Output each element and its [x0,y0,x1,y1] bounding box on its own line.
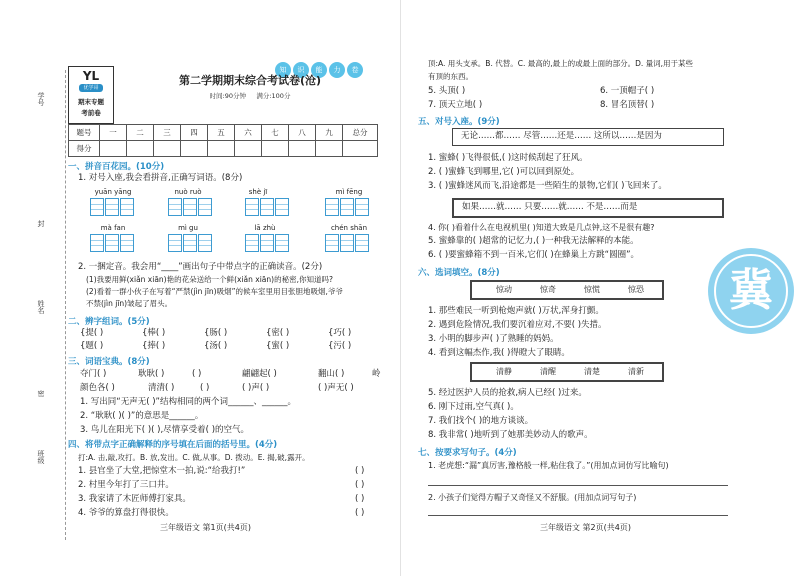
side-label-secret: 密 [37,390,45,397]
writing-grid[interactable] [245,198,290,216]
score-table-score-row [69,141,378,157]
q1-instruction: 1. 对号入座,我会看拼音,正确写词语。(8分) [78,173,243,183]
score-info: 满分:100分 [256,92,291,100]
idiom-fill: ( ) [192,369,202,379]
writing-grid[interactable] [168,234,213,252]
q2-sentence-1: (1)我要用鲜(xiǎn xiān)艳的花朵送给一个鲜(xiǎn xiān)的秘密,你知道吗? [86,275,333,284]
score-input-cell[interactable] [343,141,378,157]
top-definition-1: 顶:A. 用头支承。B. 代替。C. 最高的,最上的或最上面的部分。D. 量词,用于某些 [428,59,694,68]
word-choice: 惊动 [496,285,512,294]
score-header-cell: 八 [289,125,316,141]
char-pair-top: {肠( ) [204,328,228,338]
s5-item: 4. 你( )看着什么在电视机里( )知道大致是几点钟,这不是很有趣? [428,223,655,232]
word-choice: 惊奇 [540,285,556,294]
answer-line[interactable] [428,515,728,516]
exam-title: 第二学期期末综合考试卷(沧) [178,74,322,87]
badge: 识 [293,62,309,78]
section-7-title: 七、按要求写句子。(4分) [418,448,517,458]
s4-definitions: 打:A. 击,敲,攻打。B. 放,发出。C. 做,从事。D. 拨动。E. 揭,破,露开。 [78,453,310,462]
pinyin-label: lā zhù [254,224,276,232]
word-choice: 惊恐 [628,285,644,294]
score-input-cell[interactable] [154,141,181,157]
s5-item: 2. ( )蜜蜂飞到哪里,它( )可以回到原处。 [428,167,580,177]
s4-item: 2. 村里今年打了三口井。 [78,480,174,490]
province-seal [708,248,794,334]
s5-item: 5. 蜜蜂靠的( )超常的记忆力,( )一种我无法解释的本能。 [428,236,639,246]
pinyin-label: mà fan [100,224,126,232]
char-pair-top: {巧( ) [328,328,352,338]
s6-item: 8. 我非常( )地听到了她那美妙动人的歌声。 [428,430,593,440]
pinyin-label: chén shān [330,224,368,232]
score-header-cell: 六 [235,125,262,141]
pinyin-label: nuò ruò [174,188,202,196]
score-header-cell: 题号 [69,125,100,141]
word-choice: 清醒 [540,367,556,376]
right-page-footer: 三年级语文 第2页(共4页) [540,523,631,532]
s4-item: 4. 爷爷的算盘打得很快。 [78,508,174,518]
s4-item: 1. 县官坐了大堂,把惊堂木一拍,说:“给我打!” [78,466,246,476]
left-page-footer: 三年级语文 第1页(共4页) [160,523,251,532]
pinyin-label: shè jī [248,188,268,196]
badge: 知 [275,62,291,78]
s6-item: 3. 小明的脚步声( )了熟睡的妈妈。 [428,334,559,344]
page-fold-divider [400,0,401,576]
answer-paren[interactable]: ( ) [355,494,365,504]
char-pair-bottom: {蜜( ) [266,341,290,351]
score-input-cell[interactable] [208,141,235,157]
publisher-logo [68,66,114,124]
s3-question-2: 2. “耿耿( )( )”的意思是______。 [80,411,204,421]
s6-item: 1. 那些难民一听到枪炮声就( )万状,浑身打颤。 [428,306,604,316]
s7-question-2: 2. 小孩子们觉得方帽子又奇怪又不舒服。(用加点词写句子) [428,493,637,502]
score-input-cell[interactable] [181,141,208,157]
idiom-fill: 清清( ) [148,383,175,393]
section-3-title: 三、词语宝典。(8分) [68,357,150,367]
side-label-class: 班级 [37,450,45,464]
writing-grid[interactable] [90,198,135,216]
word-box-1 [470,280,664,300]
conjunction-box-1-text: 无论……都…… 尽管……还是…… 这所以……是因为 [461,131,662,141]
section-5-title: 五、对号入座。(9分) [418,117,500,127]
q2-sentence-3: 不禁(jìn jīn)皱起了眉头。 [86,299,173,308]
score-row-label: 得分 [69,141,100,157]
score-header-cell: 七 [262,125,289,141]
logo-text: YL [82,69,100,83]
answer-paren[interactable]: ( ) [355,480,365,490]
s5-item: 3. ( )蜜蜂迷风而飞,沿途都是一些陌生的景物,它们( )飞回来了。 [428,181,667,191]
s3-question-3: 3. 鸟儿在阳光下( )( ),尽情享受着( )的空气。 [80,425,250,435]
idiom-fill: ( )声无( ) [318,383,354,393]
char-pair-top: {提( ) [80,328,104,338]
score-input-cell[interactable] [127,141,154,157]
q2-instruction: 2. 一捆定音。我会用“____”画出句子中带点字的正确读音。(2分) [78,262,323,272]
section-1-title: 一、拼音百花园。(10分) [68,162,165,172]
score-header-cell: 一 [100,125,127,141]
conjunction-box-2-text: 如果……就…… 只要……就…… 不是……而是 [462,202,638,212]
pinyin-label: yuān yāng [94,188,132,196]
pinyin-label: mì gu [178,224,198,232]
score-header-cell: 四 [181,125,208,141]
writing-grid[interactable] [245,234,290,252]
top-item: 6. 一顶帽子( ) [600,86,655,96]
score-input-cell[interactable] [289,141,316,157]
score-table-header-row [69,125,378,141]
score-table [68,124,378,157]
top-item: 7. 顶天立地( ) [428,100,483,110]
idiom-fill: ( ) [200,383,210,393]
q2-sentence-2: (2)看着一群小伙子在写着“严禁(jìn jīn)吸烟”的候车室里用目张胆地吸烟,爷爷 [86,287,343,296]
char-pair-bottom: {捧( ) [142,341,166,351]
answer-line[interactable] [428,485,728,486]
idiom-fill: 翩翩起( ) [242,369,277,379]
char-pair-bottom: {题( ) [80,341,104,351]
section-6-title: 六、选词填空。(8分) [418,268,500,278]
score-input-cell[interactable] [316,141,343,157]
writing-grid[interactable] [90,234,135,252]
score-input-cell[interactable] [100,141,127,157]
score-input-cell[interactable] [262,141,289,157]
writing-grid[interactable] [168,198,213,216]
word-choice: 清楚 [584,367,600,376]
conjunction-box-1 [452,128,724,146]
answer-paren[interactable]: ( ) [355,466,365,476]
badge: 能 [311,62,327,78]
word-box-2 [470,362,664,382]
s3-question-1: 1. 写出同“无声无( )”结构相同的两个词______、______。 [80,397,296,407]
seal-character: 冀 [729,265,773,316]
score-header-cell: 二 [127,125,154,141]
top-item: 5. 头顶( ) [428,86,466,96]
pinyin-label: mì fēng [335,188,363,196]
score-input-cell[interactable] [235,141,262,157]
score-header-cell: 三 [154,125,181,141]
badge: 卷 [347,62,363,78]
top-item: 8. 冒名顶替( ) [600,100,655,110]
word-choice: 清新 [628,367,644,376]
answer-paren[interactable]: ( ) [355,508,365,518]
side-label-student-id: 学号 [37,92,45,106]
char-pair-top: {棒( ) [142,328,166,338]
writing-grid[interactable] [325,198,370,216]
side-label-seal: 封 [37,220,45,227]
score-header-cell: 九 [316,125,343,141]
s6-item: 5. 经过医护人员的抢救,病人已经( )过来。 [428,388,587,398]
score-header-cell: 五 [208,125,235,141]
word-choice: 惊慌 [584,285,600,294]
s5-item: 6. ( )要蜜蜂箱不到一百米,它们( )在蜂巢上方跳“圆圈”。 [428,250,639,260]
char-pair-bottom: {污( ) [328,341,352,351]
idiom-fill: ( )声( ) [242,383,270,393]
top-definition-2: 有顶的东西。 [428,72,473,81]
logo-sub-2: 考前卷 [81,109,101,117]
time-info: 时间:90分钟 [209,92,246,100]
char-pair-top: {密( ) [266,328,290,338]
section-2-title: 二、辨字组词。(5分) [68,317,150,327]
char-pair-bottom: {汤( ) [204,341,228,351]
s4-item: 3. 我家请了木匠师傅打家具。 [78,494,191,504]
section-4-title: 四、将带点字正确解释的序号填在后面的括号里。(4分) [68,440,278,450]
idiom-fill: 夺门( ) [80,369,107,379]
idiom-fill: 颜色各( ) [80,383,115,393]
s6-item: 4. 看到这幅杰作,我( )得瞪大了眼睛。 [428,348,570,358]
idiom-fill: 翻山( ) [318,369,345,379]
idiom-fill: 岭 [372,369,381,379]
logo-sub-1: 期末专题 [78,98,104,106]
s6-item: 2. 遇到危险情况,我们要沉着应对,不要( )失措。 [428,320,607,330]
conjunction-box-2 [452,198,724,218]
idiom-fill: 耿耿( ) [138,369,165,379]
binding-dashed-line [65,70,66,540]
score-header-cell: 总分 [343,125,378,141]
s6-item: 7. 我们找个( )的地方谈谈。 [428,416,534,426]
writing-grid[interactable] [325,234,370,252]
exam-meta [120,91,380,100]
s5-item: 1. 蜜蜂( )飞得很低,( )这时候刮起了狂风。 [428,153,588,163]
logo-tag: 优学哥 [79,84,103,92]
side-label-name: 姓名 [37,300,45,314]
word-choice: 清静 [496,367,512,376]
badge: 力 [329,62,345,78]
s6-item: 6. 刚下过雨,空气真( )。 [428,402,519,412]
s7-question-1: 1. 老虎想:“漏”真厉害,豫格般一样,粘住我了。”(用加点词仿写比喻句) [428,461,669,470]
